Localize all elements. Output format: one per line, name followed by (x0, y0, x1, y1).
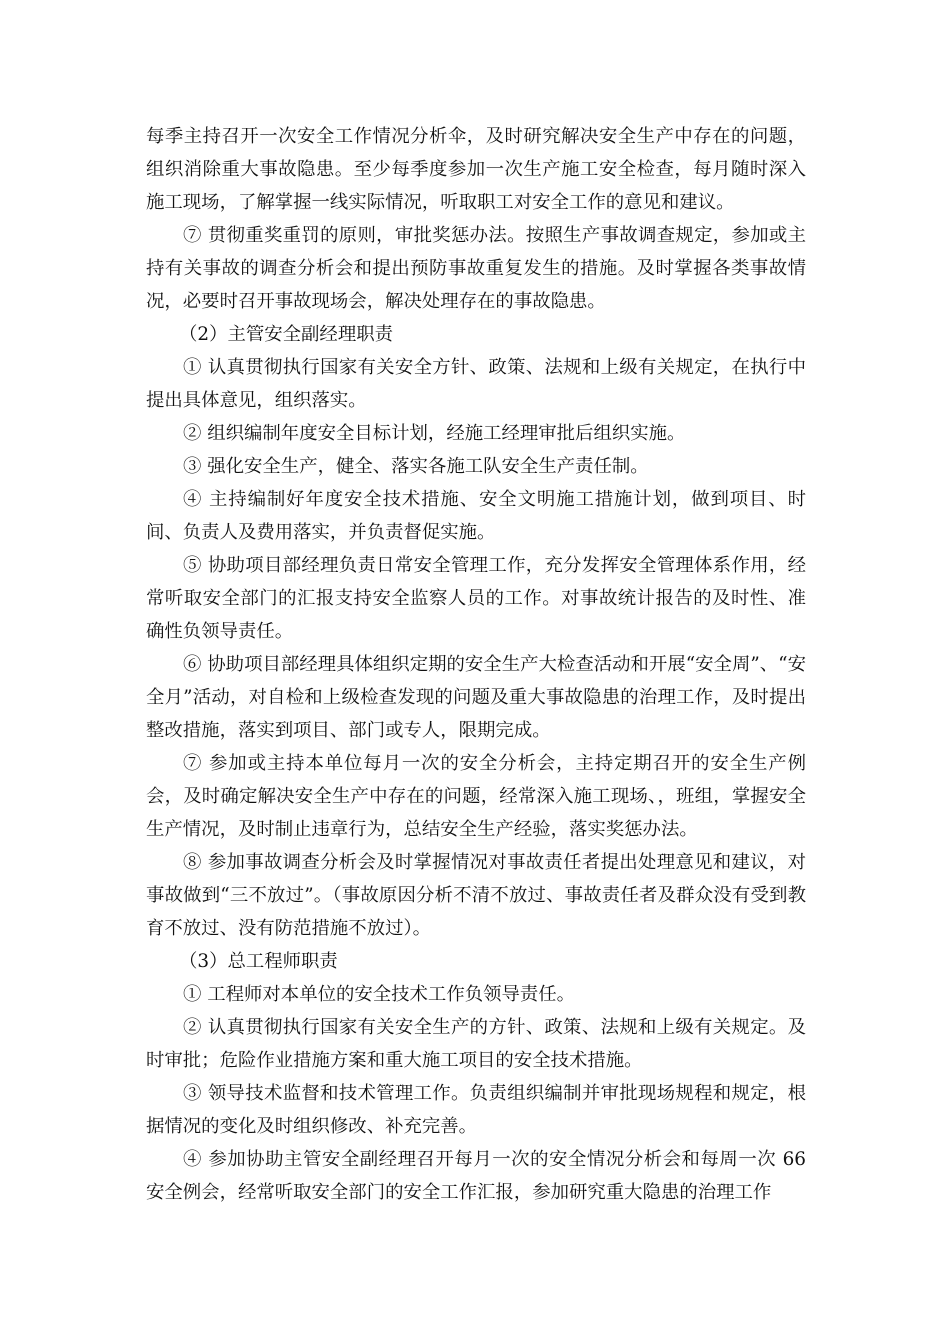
paragraph: ⑤ 协助项目部经理负责日常安全管理工作，充分发挥安全管理体系作用，经常听取安全部门的汇报支持安全监察人员的工作。对事故统计报告的及时性、准确性负领导责任。 (146, 555, 806, 642)
paragraph: ② 组织编制年度安全目标计划，经施工经理审批后组织实施。 (183, 423, 686, 444)
section-heading: （2）主管安全副经理职责 (179, 324, 393, 345)
paragraph: ② 认真贯彻执行国家有关安全生产的方针、政策、法规和上级有关规定。及时审批；危险作业措施方案和重大施工项目的安全技术措施。 (146, 1017, 806, 1071)
document-body (146, 120, 806, 1209)
paragraph: ⑥ 协助项目部经理具体组织定期的安全生产大检查活动和开展“安全周”、“安全月”活动，对自检和上级检查发现的问题及重大事故隐患的治理工作，及时提出整改措施，落实到项目、部门或专人，限期完成。 (146, 654, 806, 741)
paragraph: ① 工程师对本单位的安全技术工作负领导责任。 (183, 984, 576, 1005)
paragraph: ③ 强化安全生产，健全、落实各施工队安全生产责任制。 (183, 456, 649, 477)
paragraph: ⑧ 参加事故调查分析会及时掌握情况对事故责任者提出处理意见和建议，对事故做到“三不放过”。（事故原因分析不清不放过、事故责任者及群众没有受到教育不放过、没有防范措施不放过）。 (146, 852, 806, 939)
paragraph: ① 认真贯彻执行国家有关安全方针、政策、法规和上级有关规定，在执行中提出具体意见，组织落实。 (146, 357, 806, 411)
paragraph: ④ 主持编制好年度安全技术措施、安全文明施工措施计划，做到项目、时间、负责人及费用落实，并负责督促实施。 (146, 489, 806, 543)
paragraph: 每季主持召开一次安全工作情况分析伞，及时研究解决安全生产中存在的问题，组织消除重大事故隐患。至少每季度参加一次生产施工安全检查，每月随时深入施工现场，了解掌握一线实际情况，听取职工对安全工作的意见和建议。 (146, 126, 806, 213)
paragraph: ④ 参加协助主管安全副经理召开每月一次的安全情况分析会和每周一次 66 安全例会，经常听取安全部门的安全工作汇报，参加研究重大隐患的治理工作 (146, 1149, 806, 1203)
paragraph: ⑦ 贯彻重奖重罚的原则，审批奖惩办法。按照生产事故调查规定，参加或主持有关事故的调查分析会和提出预防事故重复发生的措施。及时掌握各类事故情况，必要时召开事故现场会，解决处理存在的事故隐患。 (146, 225, 806, 312)
paragraph: ③ 领导技术监督和技术管理工作。负责组织编制并审批现场规程和规定，根据情况的变化及时组织修改、补充完善。 (146, 1083, 806, 1137)
paragraph: ⑦ 参加或主持本单位每月一次的安全分析会，主持定期召开的安全生产例会，及时确定解决安全生产中存在的问题，经常深入施工现场、，班组，掌握安全生产情况，及时制止违章行为，总结安全生产经验，落实奖惩办法。 (146, 753, 806, 840)
section-heading: （3）总工程师职责 (179, 951, 338, 972)
